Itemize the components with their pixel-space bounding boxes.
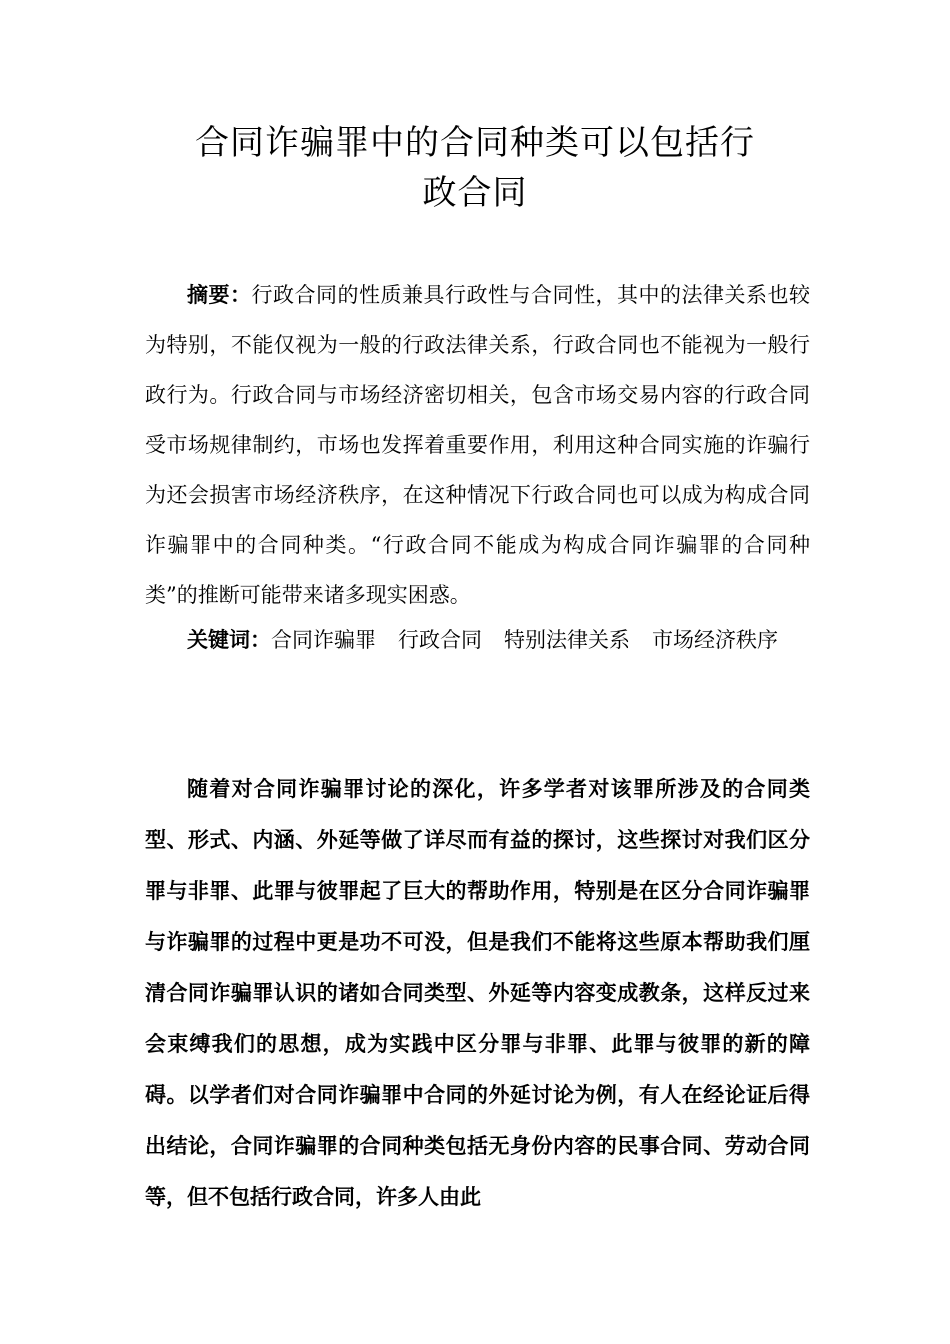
keyword-item: 行政合同 [398, 628, 482, 652]
abstract-label: 摘要： [187, 282, 252, 307]
body-paragraph: 随着对合同诈骗罪讨论的深化，许多学者对该罪所涉及的合同类型、形式、内涵、外延等做了详尽而有益的探讨，这些探讨对我们区分罪与非罪、此罪与彼罪起了巨大的帮助作用，特别是在区分合同诈骗罪与诈骗罪的过程中更是功不可没，但是我们不能将这些原本帮助我们厘清合同诈骗罪认识的诸如合同类型、外延等内容变成教条，这样反过来会束缚我们的思想，成为实践中区分罪与非罪、此罪与彼罪的新的障碍。以学者们对合同诈骗罪中合同的外延讨论为例，有人在经论证后得出结论，合同诈骗罪的合同种类包括无身份内容的民事合同、劳动合同等，但不包括行政合同，许多人由此 [145, 776, 810, 1209]
abstract-text: 行政合同的性质兼具行政性与合同性，其中的法律关系也较为特别，不能仅视为一般的行政法律关系，行政合同也不能视为一般行政行为。行政合同与市场经济密切相关，包含市场交易内容的行政合同受市场规律制约，市场也发挥着重要作用，利用这种合同实施的诈骗行为还会损害市场经济秩序，在这种情况下行政合同也可以成为构成合同诈骗罪中的合同种类。“行政合同不能成为构成合同诈骗罪的合同种类”的推断可能带来诸多现实困惑。 [145, 283, 810, 607]
keyword-item: 特别法律关系 [504, 628, 630, 652]
title-line-2: 政合同 [422, 173, 528, 213]
abstract-paragraph [145, 270, 810, 620]
keyword-item: 合同诈骗罪 [271, 628, 376, 652]
keywords-paragraph [145, 615, 810, 665]
keyword-item: 市场经济秩序 [652, 628, 778, 652]
document-title [145, 118, 805, 218]
keywords-label: 关键词： [187, 627, 271, 652]
title-line-1: 合同诈骗罪中的合同种类可以包括行 [195, 123, 755, 163]
